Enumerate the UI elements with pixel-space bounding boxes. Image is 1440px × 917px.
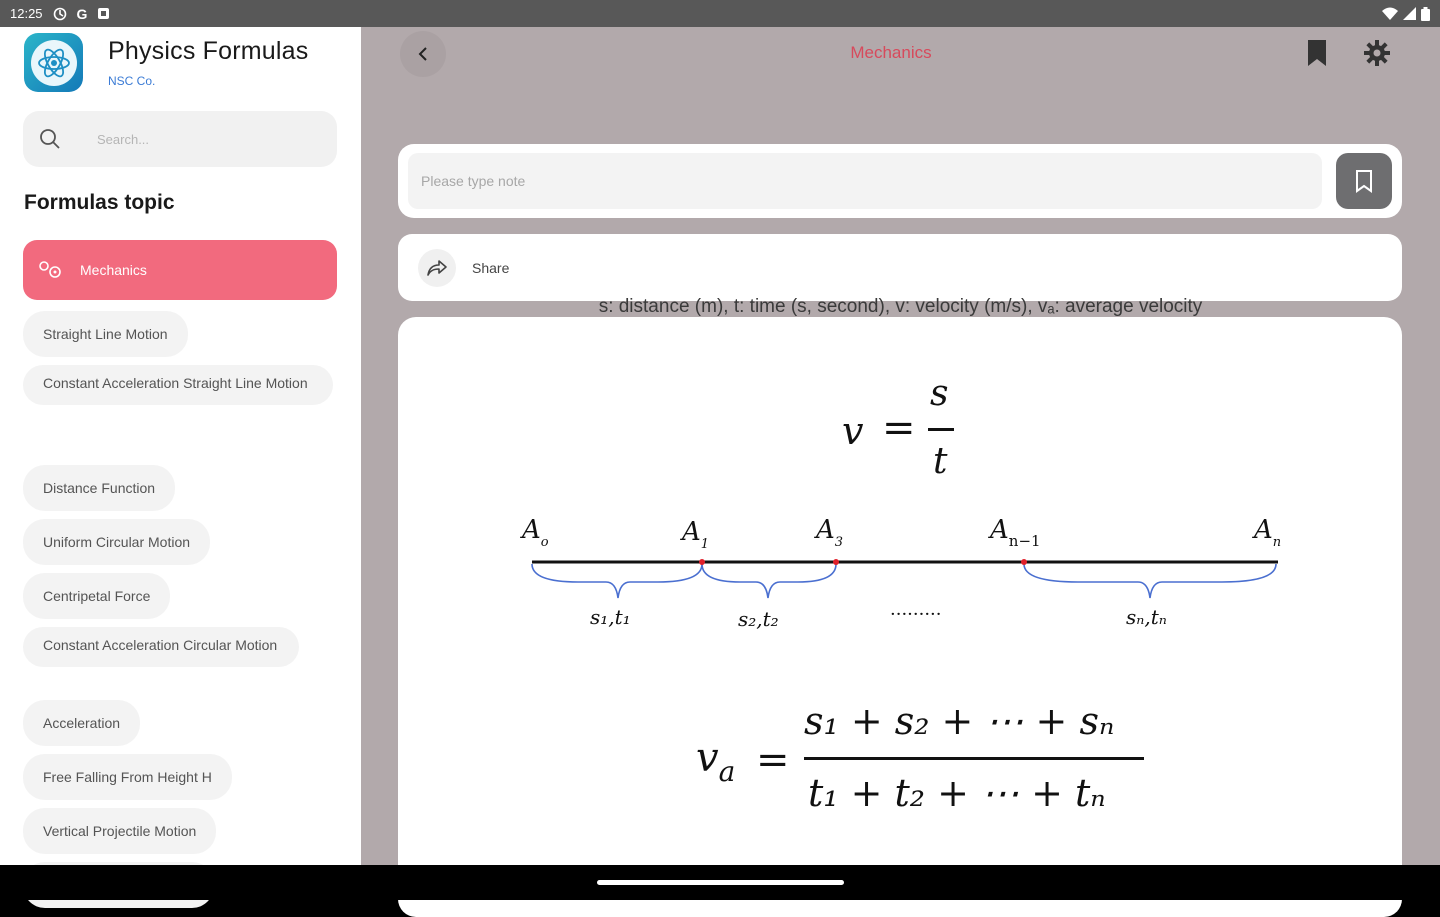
battery-icon [1421, 7, 1430, 21]
system-nav-bar [0, 865, 1440, 900]
app-header [24, 33, 308, 92]
subtopic-item[interactable]: Acceleration [23, 700, 140, 746]
definition-text: s: distance (m), t: time (s, second), v: velocity (m/s), vₐ: average velocity [598, 296, 1203, 317]
mechanics-icon [38, 260, 64, 280]
search-bar[interactable] [23, 111, 337, 167]
subtopic-item[interactable]: Free Falling From Height H [23, 754, 232, 800]
page-title: Mechanics [850, 43, 932, 62]
avg-velocity-numerator: s₁ + s₂ + ⋯ + sₙ [804, 699, 1115, 743]
topics-heading: Formulas topic [24, 191, 175, 214]
subtopic-item[interactable]: Constant Acceleration Straight Line Motion [23, 365, 333, 405]
app-title: Physics Formulas [108, 37, 309, 65]
point-label: $A_o$ [522, 515, 549, 550]
google-icon: G [76, 5, 88, 22]
avg-velocity-lhs: $v_a$ [696, 735, 736, 788]
point-label: $A_n$ [1254, 515, 1282, 550]
segment-brace [702, 564, 836, 598]
point-dot [699, 559, 705, 565]
sidebar [0, 27, 361, 865]
share-icon [426, 259, 448, 277]
notification-icon [97, 7, 110, 20]
home-gesture-handle[interactable] [597, 880, 844, 885]
formula-card [398, 317, 1402, 917]
app-logo [24, 33, 83, 92]
note-input[interactable] [408, 153, 1322, 209]
share-button[interactable] [398, 234, 1402, 301]
subtopic-item[interactable]: Uniform Circular Motion [23, 519, 210, 565]
topic-mechanics-label: Mechanics [80, 262, 147, 278]
share-label: Share [472, 259, 510, 276]
app-subtitle: NSC Co. [108, 74, 156, 88]
save-note-button[interactable] [1336, 153, 1392, 209]
search-icon [39, 128, 61, 150]
wifi-icon [1382, 7, 1398, 20]
motion-diagram [518, 512, 1298, 642]
location-icon [53, 7, 67, 21]
subtopic-item[interactable]: Vertical Projectile Motion [23, 808, 216, 854]
point-dot [833, 559, 839, 565]
avg-velocity-equals: = [756, 737, 790, 783]
segment-brace [532, 564, 702, 598]
subtopic-item[interactable]: Centripetal Force [23, 573, 170, 619]
signal-icon [1403, 7, 1416, 20]
segment-ellipsis: ········· [890, 604, 942, 625]
segment-label: s₂,t₂ [738, 607, 779, 631]
bookmark-icon[interactable] [1305, 39, 1329, 67]
bookmark-outline-icon [1355, 170, 1373, 192]
point-dot [1021, 559, 1027, 565]
topic-mechanics[interactable] [23, 240, 337, 300]
velocity-numerator: s [930, 373, 949, 414]
avg-velocity-denominator: t₁ + t₂ + ⋯ + tₙ [808, 771, 1106, 815]
point-label: $A_3$ [816, 515, 844, 550]
velocity-lhs: v [842, 409, 864, 453]
subtopic-item[interactable]: Straight Line Motion [23, 311, 188, 357]
velocity-denominator: t [933, 441, 948, 482]
segment-label: sₙ,tₙ [1126, 605, 1167, 629]
point-label: $A_1$ [682, 517, 710, 552]
point-label: $A_{n-1}$ [990, 515, 1041, 550]
note-card [398, 144, 1402, 218]
search-input[interactable] [97, 132, 317, 147]
velocity-fraction-bar [928, 428, 954, 431]
atom-icon [35, 44, 73, 82]
velocity-equals: = [882, 405, 916, 451]
segment-label: s₁,t₁ [590, 605, 631, 629]
avg-velocity-fraction-bar [804, 757, 1144, 760]
status-time: 12:25 [10, 6, 43, 21]
main-panel [361, 27, 1440, 865]
subtopic-item[interactable]: Distance Function [23, 465, 175, 511]
segment-brace [1024, 564, 1276, 598]
gear-icon[interactable] [1363, 39, 1391, 67]
status-bar [0, 0, 1440, 27]
subtopic-item[interactable]: Constant Acceleration Circular Motion [23, 627, 299, 667]
